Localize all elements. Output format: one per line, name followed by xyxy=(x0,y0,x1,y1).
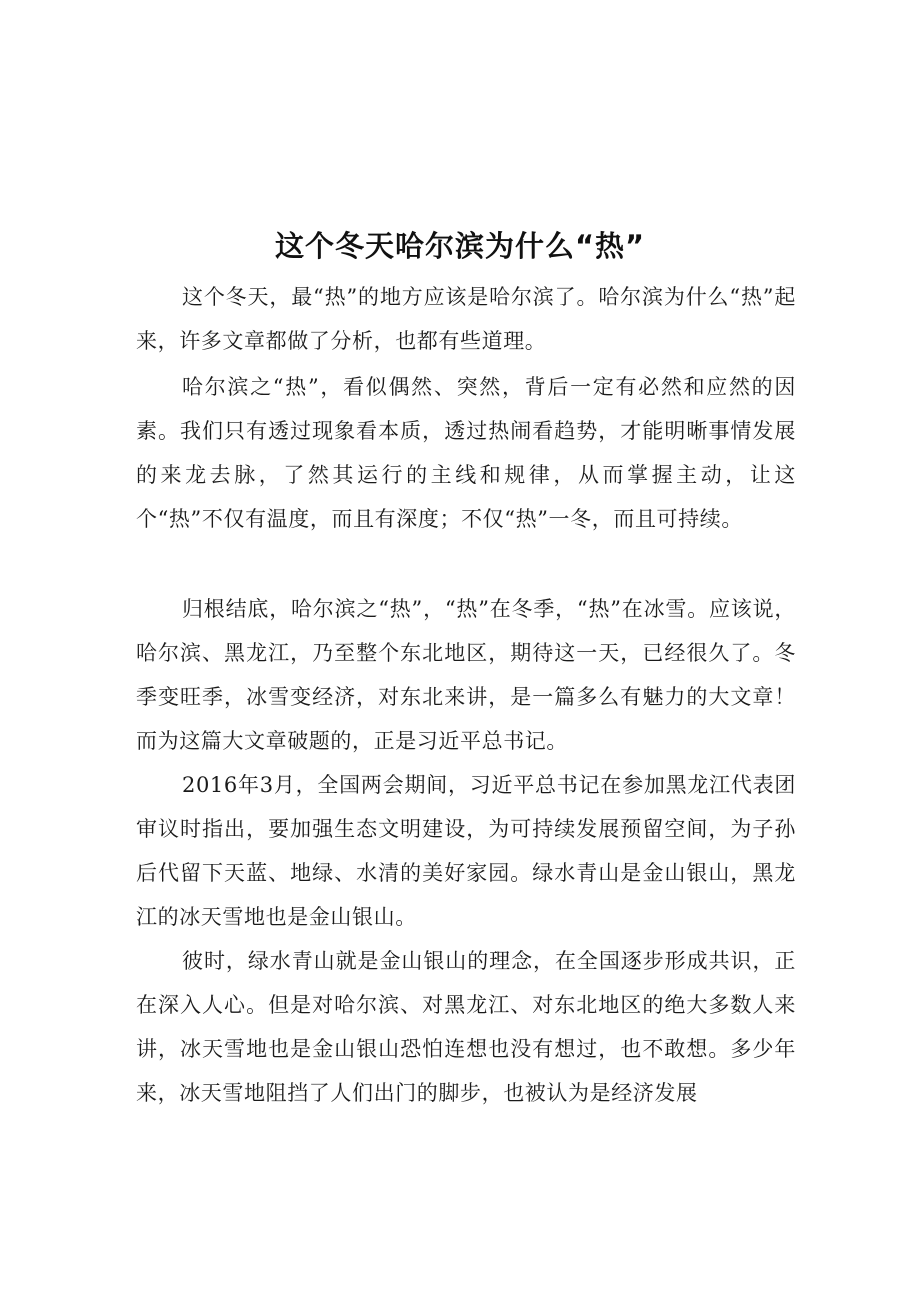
paragraph-2: 哈尔滨之“热”，看似偶然、突然，背后一定有必然和应然的因素。我们只有透过现象看本质，透过热闹看趋势，才能明晰事情发展的来龙去脉，了然其运行的主线和规律，从而掌握主动，让这个“热”不仅有温度，而且有深度；不仅“热”一冬，而且可持续。 xyxy=(136,375,796,531)
paragraph-5: 彼时，绿水青山就是金山银山的理念，在全国逐步形成共识，正在深入人心。但是对哈尔滨、对黑龙江、对东北地区的绝大多数人来讲，冰天雪地也是金山银山恐怕连想也没有想过，也不敢想。多少年来，冰天雪地阻挡了人们出门的脚步，也被认为是经济发展 xyxy=(136,949,796,1105)
paragraph-3: 归根结底，哈尔滨之“热”，“热”在冬季，“热”在冰雪。应该说，哈尔滨、黑龙江，乃至整个东北地区，期待这一天，已经很久了。冬季变旺季，冰雪变经济，对东北来讲，是一篇多么有魅力的大文章！而为这篇大文章破题的，正是习近平总书记。 xyxy=(136,597,796,753)
article-title: 这个冬天哈尔滨为什么“热” xyxy=(274,229,646,263)
paragraph-1: 这个冬天，最“热”的地方应该是哈尔滨了。哈尔滨为什么“热”起来，许多文章都做了分析，也都有些道理。 xyxy=(136,285,796,353)
paragraph-4: 2016年3月，全国两会期间，习近平总书记在参加黑龙江代表团审议时指出，要加强生态文明建设，为可持续发展预留空间，为子孙后代留下天蓝、地绿、水清的美好家园。绿水青山是金山银山，黑龙江的冰天雪地也是金山银山。 xyxy=(136,773,796,929)
